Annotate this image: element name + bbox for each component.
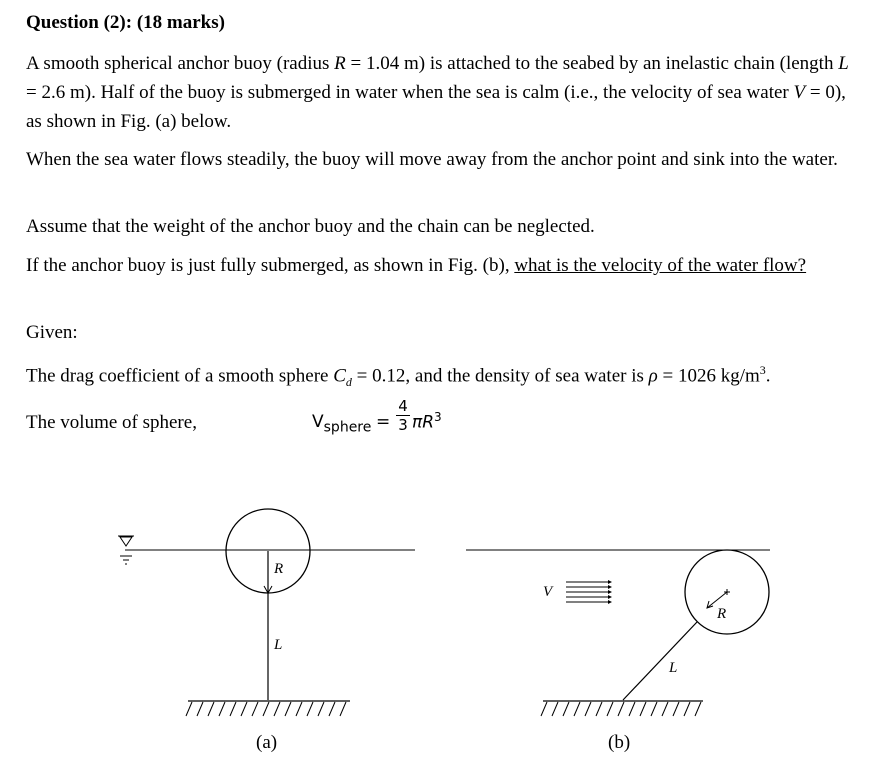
hatch-line bbox=[574, 702, 580, 716]
text-segment: = 2.6 m). Half of the buoy is submerged in water when the sea is calm (i.e., the velocity of sea water bbox=[26, 82, 794, 103]
text-segment: The drag coefficient of a smooth sphere bbox=[26, 365, 334, 387]
flow-arrow-head bbox=[608, 580, 612, 584]
hatch-line bbox=[618, 702, 624, 716]
hatch-line bbox=[285, 702, 291, 716]
flow-arrow-head bbox=[608, 600, 612, 604]
hatch-line bbox=[596, 702, 602, 716]
caption-b: (b) bbox=[608, 732, 631, 753]
hatch-line bbox=[219, 702, 225, 716]
flow-arrow-head bbox=[608, 585, 612, 589]
formula-lhs: V bbox=[312, 412, 324, 432]
paragraph-flow-condition: When the sea water flows steadily, the buoy will move away from the anchor point and sink into the water. bbox=[26, 149, 838, 170]
hatch-line bbox=[340, 702, 346, 716]
chain-label-a: L bbox=[274, 637, 283, 653]
hatch-line bbox=[296, 702, 302, 716]
hatch-line bbox=[673, 702, 679, 716]
formula-lhs-subscript: sphere bbox=[323, 419, 372, 436]
flow-arrow-head bbox=[608, 595, 612, 599]
length-symbol: L bbox=[838, 53, 849, 74]
chain-label-b: L bbox=[669, 660, 678, 676]
text-segment: . bbox=[765, 365, 771, 387]
flow-arrows bbox=[566, 580, 612, 604]
seabed-hatch-a bbox=[186, 702, 346, 716]
hatch-line bbox=[241, 702, 247, 716]
radius-label-a: R bbox=[274, 561, 284, 577]
formula-numerator: 4 bbox=[398, 397, 408, 415]
radius-label-b: R bbox=[717, 606, 727, 622]
question-title: Question (2): (18 marks) bbox=[26, 12, 225, 33]
figure-a bbox=[118, 509, 415, 753]
hatch-line bbox=[541, 702, 547, 716]
hatch-line bbox=[329, 702, 335, 716]
seabed-hatch-b bbox=[541, 702, 701, 716]
hatch-line bbox=[607, 702, 613, 716]
text-segment: A smooth spherical anchor buoy (radius bbox=[26, 53, 335, 74]
hatch-line bbox=[230, 702, 236, 716]
formula-rhs: πR bbox=[412, 412, 435, 433]
hatch-line bbox=[695, 702, 701, 716]
radius-symbol: R bbox=[334, 53, 346, 74]
text-segment: If the anchor buoy is just fully submerged, as shown in Fig. (b), bbox=[26, 255, 515, 276]
hatch-line bbox=[684, 702, 690, 716]
formula-denominator: 3 bbox=[398, 416, 408, 434]
hatch-line bbox=[274, 702, 280, 716]
paragraph-assumption: Assume that the weight of the anchor buoy and the chain can be neglected. bbox=[26, 216, 595, 237]
text-segment: = 1026 kg/m bbox=[657, 365, 760, 387]
drag-coefficient-symbol: C bbox=[333, 365, 346, 387]
figure-b bbox=[466, 550, 770, 753]
velocity-label-b: V bbox=[543, 584, 553, 600]
hatch-line bbox=[318, 702, 324, 716]
formula-rhs-superscript: 3 bbox=[434, 410, 442, 424]
given-label: Given: bbox=[26, 322, 78, 343]
hatch-line bbox=[563, 702, 569, 716]
hatch-line bbox=[640, 702, 646, 716]
hatch-line bbox=[651, 702, 657, 716]
hatch-line bbox=[662, 702, 668, 716]
hatch-line bbox=[552, 702, 558, 716]
chain-b bbox=[623, 622, 697, 700]
drag-coefficient-subscript: d bbox=[345, 375, 352, 390]
caption-a: (a) bbox=[256, 732, 278, 753]
hatch-line bbox=[307, 702, 313, 716]
question-underlined: what is the velocity of the water flow? bbox=[514, 255, 807, 276]
velocity-symbol: V bbox=[793, 82, 806, 103]
hatch-line bbox=[585, 702, 591, 716]
volume-label: The volume of sphere, bbox=[26, 412, 197, 433]
hatch-line bbox=[208, 702, 214, 716]
unit-superscript: 3 bbox=[759, 363, 766, 377]
hatch-line bbox=[629, 702, 635, 716]
text-segment: = 0.12, and the density of sea water is bbox=[351, 365, 649, 387]
density-symbol: ρ bbox=[648, 365, 658, 387]
text-segment: = 1.04 m) is attached to the seabed by an inelastic chain (length bbox=[345, 53, 839, 74]
hatch-line bbox=[186, 702, 192, 716]
text-segment: = 0), as shown in Fig. (a) below. bbox=[26, 82, 846, 132]
formula-equals: = bbox=[376, 412, 391, 432]
flow-arrow-head bbox=[608, 590, 612, 594]
hatch-line bbox=[197, 702, 203, 716]
hatch-line bbox=[263, 702, 269, 716]
hatch-line bbox=[252, 702, 258, 716]
